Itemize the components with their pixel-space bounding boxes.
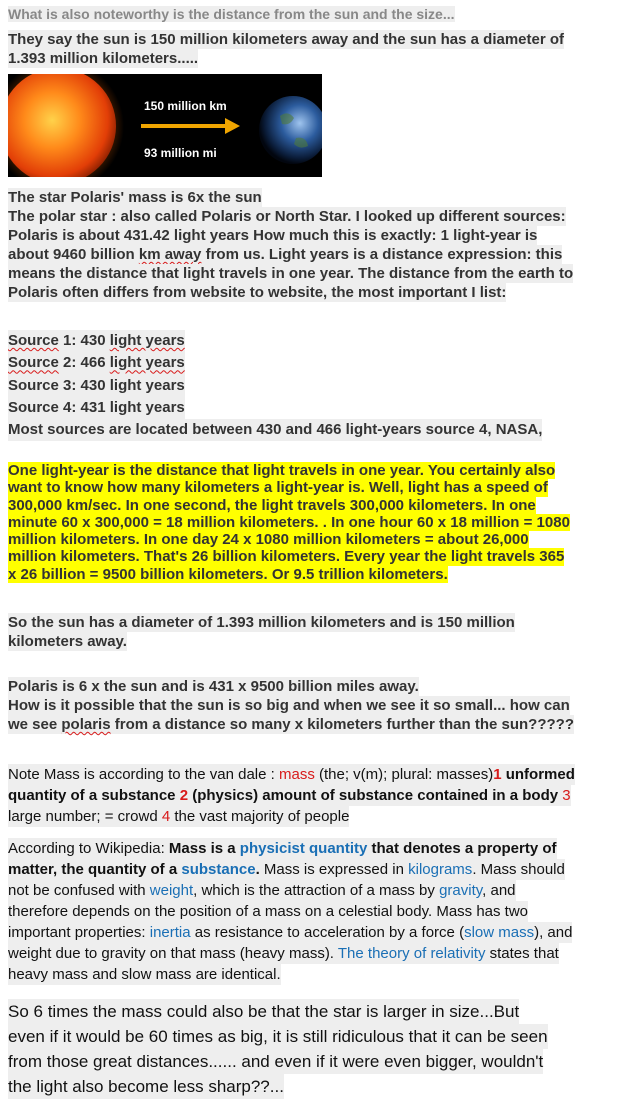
- list-item: Source 3: 430 light years: [8, 375, 185, 397]
- link-kilograms[interactable]: kilograms: [408, 861, 473, 878]
- list-item: Source 1: 430 light years: [8, 330, 185, 352]
- link-substance[interactable]: substance: [181, 861, 256, 878]
- arrow-shaft: [141, 124, 225, 128]
- link-weight[interactable]: weight: [149, 882, 194, 899]
- link-theory-of-relativity[interactable]: The theory of relativity: [337, 945, 486, 962]
- sun-earth-distance-image: [8, 74, 322, 177]
- polaris-paragraph: The star Polaris' mass is 6x the sun The polar star : also called Polaris or North Star. I looked up different sources: Polaris is about 431.42 light years How much this is exactly: 1 light-year is about 9460 billion km away from us. Light years is a distance expression: this means the distance that light travels in one year. The distance from the earth to Polaris often differs from website to website, the most important I list:: [8, 189, 574, 301]
- list-item: Source 4: 431 light years: [8, 397, 185, 419]
- link-gravity[interactable]: gravity: [439, 882, 483, 899]
- link-slow-mass[interactable]: slow mass: [464, 924, 535, 941]
- question-paragraph: Polaris is 6 x the sun and is 431 x 9500 billion miles away. How is it possible that the sun is so big and when we see it so small... how can we see polaris from a distance so many x kilometers further than the sun?????: [8, 678, 574, 733]
- sun-earth-illustration: [8, 74, 322, 177]
- list-item: Source 2: 466 light years: [8, 352, 185, 374]
- sun-icon: [8, 74, 116, 177]
- sources-summary: Most sources are located between 430 and 466 light-years source 4, NASA,: [8, 419, 542, 441]
- lightyear-paragraph: One light-year is the distance that light travels in one year. You certainly also want to know how many kilometers a light-year is. Well, light has a speed of 300,000 km/sec. In one second, the light travels 300,000 kilometers. In one minute 60 x 300,000 = 18 million kilometers. . In one hour 60 x 18 million = 1080 million kilometers. In one day 24 x 1080 million kilometers = about 26,000 million kilometers. That's 26 billion kilometers. Every year the light travels 365 x 26 billion = 9500 billion kilometers. Or 9.5 trillion kilometers.: [8, 462, 570, 583]
- intro-heading: What is also noteworthy is the distance from the sun and the size...: [8, 6, 455, 22]
- km-label: 150 million km: [144, 99, 227, 113]
- final-paragraph: So 6 times the mass could also be that the star is larger in size...But even if it would be 60 times as big, it is still ridiculous that it can be seen from those great distances...... and even if it were even bigger, wouldn't the light also become less sharp??...: [8, 999, 548, 1099]
- spellcheck-km-away: km away: [138, 246, 202, 263]
- link-inertia[interactable]: inertia: [149, 924, 191, 941]
- wikipedia-paragraph: According to Wikipedia: Mass is a physicist quantity that denotes a property of matter, the quantity of a substance. Mass is expressed in kilograms. Mass should not be confused with weight, which is the attraction of a mass by gravity, and therefore depends on the position of a mass on a celestial body. Mass has two important properties: inertia as resistance to acceleration by a force (slow mass), and weight due to gravity on that mass (heavy mass). The theory of relativity states that heavy mass and slow mass are identical.: [8, 840, 573, 983]
- note-paragraph: Note Mass is according to the van dale : mass (the; v(m); plural: masses)1 unformed quantity of a substance 2 (physics) amount of substance contained in a body 3 large number; = crowd 4 the vast majority of people: [8, 766, 575, 825]
- sources-list: [8, 330, 542, 441]
- link-physicist-quantity[interactable]: physicist quantity: [239, 840, 368, 857]
- mi-label: 93 million mi: [144, 146, 217, 160]
- intro-paragraph: They say the sun is 150 million kilometers away and the sun has a diameter of 1.393 million kilometers.....: [8, 31, 565, 67]
- sun-paragraph: So the sun has a diameter of 1.393 million kilometers and is 150 million kilometers away.: [8, 614, 515, 650]
- spellcheck-polaris: polaris: [61, 716, 111, 733]
- mass-term: mass: [278, 766, 315, 783]
